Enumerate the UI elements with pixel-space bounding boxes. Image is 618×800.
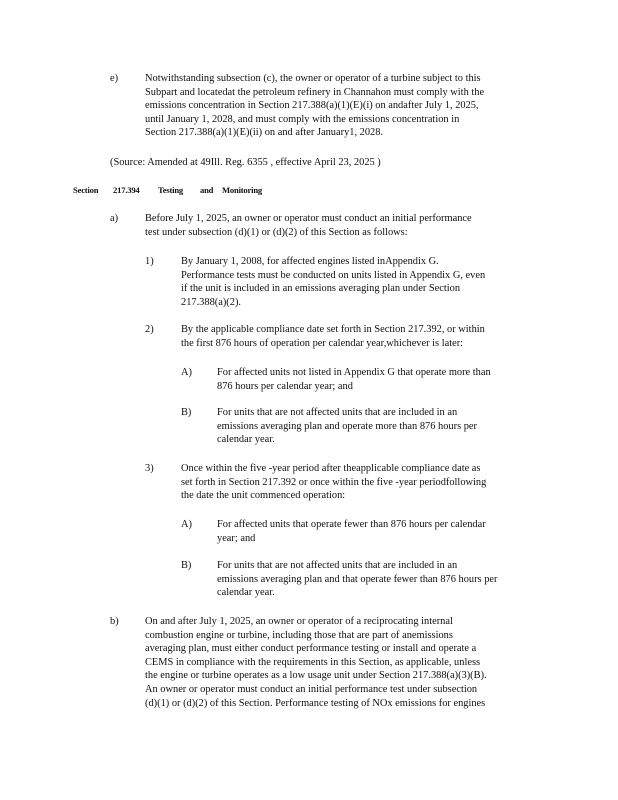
- item-label: 3): [145, 463, 154, 474]
- source-note: [110, 156, 381, 170]
- text-line: 876 hours per calendar year; and: [217, 380, 353, 392]
- text-line: On and after July 1, 2025, an owner or operator of a reciprocating internal: [145, 616, 453, 627]
- item-text: [181, 323, 533, 350]
- text-line: emissions averaging plan and operate more than 876 hours per: [217, 420, 477, 432]
- text-line: emissions concentration in Section 217.388(a)(1)(E)(i) on andafter July 1, 2025,: [145, 100, 479, 112]
- text-line: Before July 1, 2025, an owner or operator must conduct an initial performance: [145, 213, 472, 224]
- text-line: CEMS in compliance with the requirements in this Section, as applicable, unless: [145, 656, 481, 668]
- paragraph-label: a): [110, 213, 119, 224]
- text-line: Notwithstanding subsection (c), the owner or operator of a turbine subject to this: [145, 73, 481, 84]
- section-title-part: Testing: [158, 185, 184, 195]
- text-line: the engine or turbine operates as a low usage unit under Section 217.388(a)(3)(B).: [145, 670, 487, 682]
- text-line: Performance tests must be conducted on units listed in Appendix G, even: [181, 269, 486, 281]
- text-line: the first 876 hours of operation per calendar year,whichever is later:: [181, 337, 464, 349]
- text-line: test under subsection (d)(1) or (d)(2) of this Section as follows:: [145, 226, 408, 238]
- item-text: [181, 255, 533, 309]
- text-line: until January 1, 2028, and must comply with the emissions concentration in: [145, 113, 460, 125]
- source-note-text: (Source: Amended at 49Ill. Reg. 6355 , effective April 23, 2025 ): [110, 157, 381, 168]
- item-label: 1): [145, 256, 154, 267]
- subitem-label: B): [181, 407, 192, 418]
- text-line: calendar year.: [217, 434, 275, 446]
- subitem-text: [217, 406, 535, 447]
- paragraph-label: e): [110, 73, 119, 84]
- subitem-text: [217, 559, 542, 600]
- item-label: 2): [145, 324, 154, 335]
- text-line: Section 217.388(a)(1)(E)(ii) on and after January1, 2028.: [145, 127, 384, 139]
- text-line: the date the unit commenced operation:: [181, 490, 346, 502]
- text-line: Once within the five -year period after theapplicable compliance date as: [181, 463, 481, 474]
- paragraph-label: b): [110, 616, 119, 627]
- text-line: year; and: [217, 532, 256, 544]
- text-line: By the applicable compliance date set forth in Section 217.392, or within: [181, 324, 485, 335]
- subitem-label: A): [181, 519, 192, 530]
- section-title-part: Monitoring: [222, 185, 263, 195]
- text-line: set forth in Section 217.392 or once within the five -year periodfollowing: [181, 476, 487, 488]
- section-heading: [0, 184, 618, 198]
- subitem-label: B): [181, 560, 192, 571]
- subitem-text: [217, 366, 535, 393]
- text-line: For affected units not listed in Appendix G that operate more than: [217, 367, 491, 378]
- section-word: Section: [73, 185, 99, 195]
- text-line: averaging plan, must either conduct performance testing or install and operate a: [145, 643, 477, 655]
- subitem-label: A): [181, 367, 192, 378]
- section-number: 217.394: [113, 185, 140, 195]
- paragraph-text: [145, 72, 535, 140]
- text-line: calendar year.: [217, 587, 275, 599]
- item-text: [181, 462, 533, 503]
- text-line: 217.388(a)(2).: [181, 296, 242, 308]
- paragraph-text: [145, 212, 515, 239]
- text-line: (d)(1) or (d)(2) of this Section. Performance testing of NOx emissions for engines: [145, 697, 486, 709]
- text-line: combustion engine or turbine, including those that are part of anemissions: [145, 629, 453, 641]
- text-line: Subpart and locatedat the petroleum refinery in Channahon must comply with the: [145, 86, 485, 98]
- text-line: emissions averaging plan and that operate fewer than 876 hours per: [217, 573, 498, 585]
- text-line: By January 1, 2008, for affected engines listed inAppendix G.: [181, 256, 439, 267]
- text-line: For affected units that operate fewer than 876 hours per calendar: [217, 519, 486, 530]
- text-line: For units that are not affected units that are included in an: [217, 407, 458, 418]
- paragraph-text: [145, 615, 530, 710]
- text-line: if the unit is included in an emissions averaging plan under Section: [181, 283, 461, 295]
- text-line: An owner or operator must conduct an initial performance test under subsection: [145, 683, 478, 695]
- text-line: For units that are not affected units that are included in an: [217, 560, 458, 571]
- subitem-text: [217, 518, 535, 545]
- section-title-part: and: [200, 185, 214, 195]
